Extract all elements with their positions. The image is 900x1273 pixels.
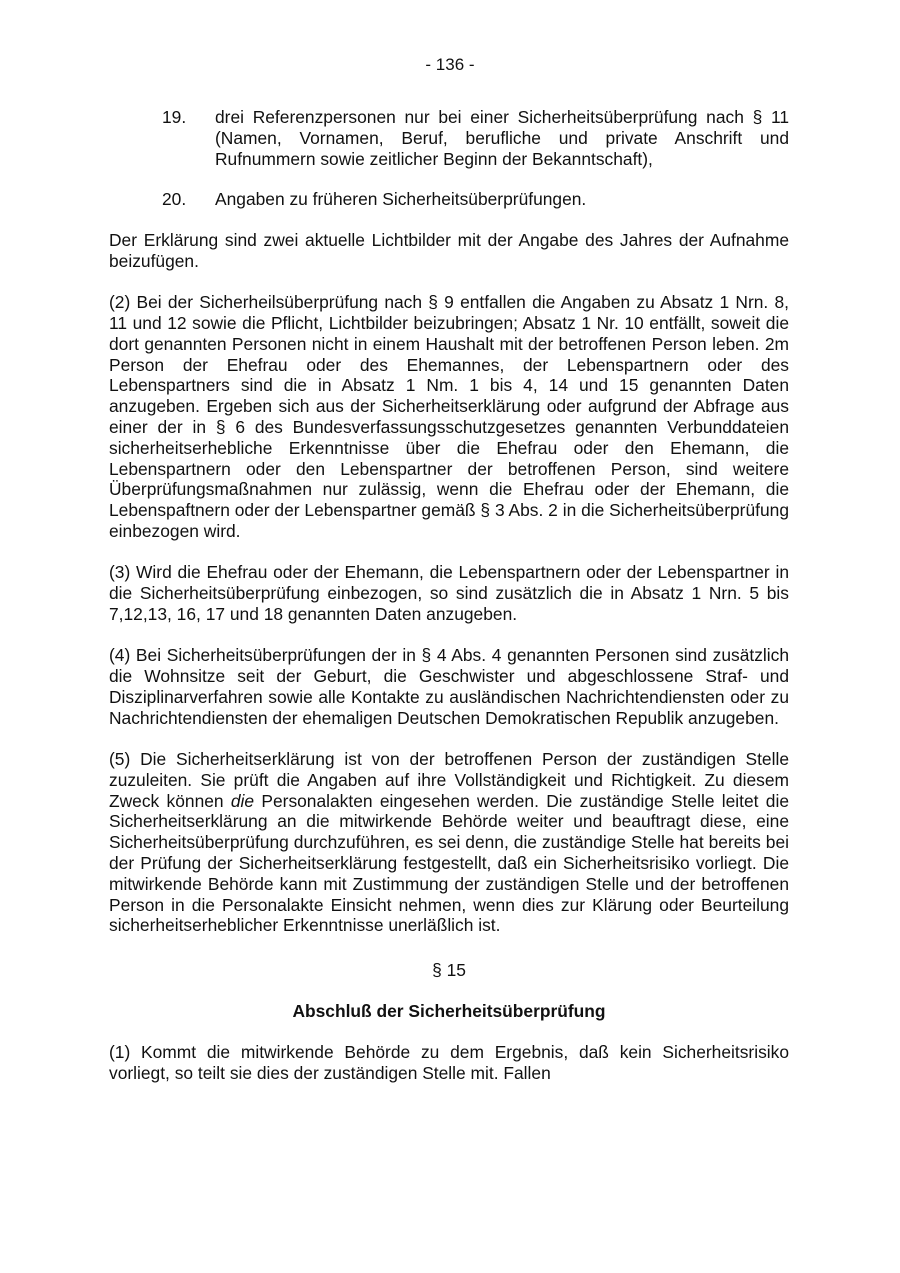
page-body [109, 107, 789, 1104]
list-item-number: 20. [162, 189, 187, 210]
list-item-number: 19. [162, 107, 187, 127]
section-paragraph-1: (1) Kommt die mitwirkende Behörde zu dem Ergebnis, daß kein Sicherheitsrisiko vorliegt, so teilt sie dies der zuständigen Stelle mit. Fallen [109, 1042, 789, 1083]
section-sign: § 15 [432, 960, 466, 981]
paragraph-5 [109, 749, 789, 936]
paragraph-3: (3) Wird die Ehefrau oder der Ehemann, die Lebenspartnern oder der Lebenspartner in die Sicherheitsüberprüfung einbezogen, so sind zusätzlich die in Absatz 1 Nrn. 5 bis 7,12,13, 16, 17 und 18 genannten Daten anzugeben. [109, 562, 789, 624]
paragraph-5-italic-word: die [230, 790, 255, 811]
section-title: Abschluß der Sicherheitsüberprüfung [292, 1000, 606, 1021]
page-number: - 136 - [425, 55, 475, 74]
paragraph-2: (2) Bei der Sicherheilsüberprüfung nach § 9 entfallen die Angaben zu Absatz 1 Nrn. 8, 11 und 12 sowie die Pflicht, Lichtbilder beizubringen; Absatz 1 Nr. 10 entfällt, soweit die dort genannten Personen nicht in einem Haushalt mit der betroffenen Person leben. 2m Person der Ehefrau oder des Ehemannes, der Lebenspartnern oder des Lebenspartners sind die in Absatz 1 Nm. 1 bis 4, 14 und 15 genannten Daten anzugeben. Ergeben sich aus der Sicherheitserklärung oder aufgrund der Abfrage aus einer der in § 6 des Bundesverfassungsschutzgesetzes genannten Verbunddateien sicherheitserhebliche Erkenntnisse über die Ehefrau oder den Ehemann, die Lebenspartnern oder den Lebenspartner der betroffenen Person, sind weitere Überprüfungsmaßnahmen nur zulässig, wenn die Ehefrau oder der Ehemann, die Lebenspaftnern oder der Lebenspartner gemäß § 3 Abs. 2 in die Sicherheitsüberprüfung einbezogen wird. [109, 292, 789, 542]
paragraph-5-part-a: (5) Die Sicherheitserklärung ist von der betroffenen Person der zuständigen Stelle zuzuleiten. Sie prüft die Angaben auf ihre Vollständigkeit und Richtigkeit. Zu diesem Zweck können [109, 748, 789, 811]
paragraph-4: (4) Bei Sicherheitsüberprüfungen der in § 4 Abs. 4 genannten Personen sind zusätzlich die Wohnsitze seit der Geburt, die Geschwister und abgeschlossene Straf- und Disziplinarverfahren sowie alle Kontakte zu ausländischen Nachrichtendiensten oder zu Nachrichtendiensten der ehemaligen Deutschen Demokratischen Republik anzugeben. [109, 645, 789, 728]
list-item-text: Angaben zu früheren Sicherheitsüberprüfungen. [215, 189, 587, 210]
paragraph-5-part-b: Personalakten eingesehen werden. Die zuständige Stelle leitet die Sicherheitserklärung an die mitwirkende Behörde weiter und beauftragt diese, eine Sicherheitsüberprüfung durchzuführen, es sei denn, die zuständige Stelle hat bereits bei der Prüfung der Sicherheitserklärung festgestellt, daß ein Sicherheitsrisiko vorliegt. Die mitwirkende Behörde kann mit Zustimmung der zuständigen Stelle und der betroffenen Person in die Personalakte Einsicht nehmen, wenn dies zur Klärung oder Beurteilung sicherheitserheblicher Erkenntnisse unerläßlich ist. [109, 790, 789, 936]
paragraph-photos: Der Erklärung sind zwei aktuelle Lichtbilder mit der Angabe des Jahres der Aufnahme beizufügen. [109, 230, 789, 271]
list-item-text: drei Referenzpersonen nur bei einer Sicherheitsüberprüfung nach § 11 (Namen, Vornamen, Beruf, berufliche und private Anschrift und Rufnummern sowie zeitlicher Beginn der Bekanntschaft), [215, 107, 789, 169]
list-item-19 [109, 107, 789, 169]
list-item-20 [109, 189, 789, 210]
